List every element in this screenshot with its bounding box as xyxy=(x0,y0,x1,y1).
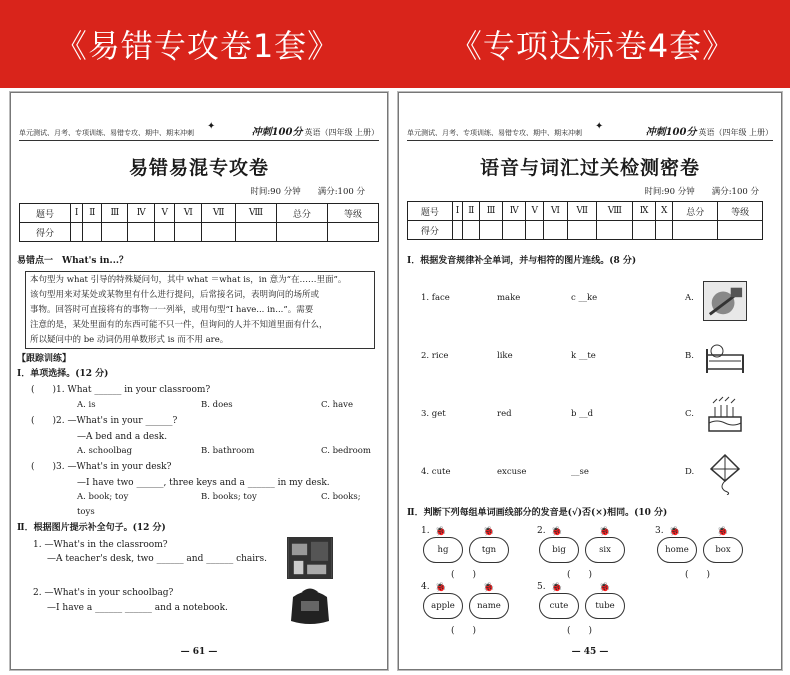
ladybug-icon: 🐞 xyxy=(435,583,447,593)
match-word: 1. face xyxy=(421,293,450,303)
score-header-cell: 等级 xyxy=(718,202,763,221)
bed-picture xyxy=(703,339,747,379)
question-2: ( )2. —What's in your ______? xyxy=(31,416,178,426)
sentence-2-q: 2. —What's in your schoolbag? xyxy=(33,588,174,598)
score-header-cell: Ⅳ xyxy=(502,202,526,221)
cake-making-picture xyxy=(703,281,747,321)
score-header-cell: 等级 xyxy=(327,204,378,223)
score-table xyxy=(407,201,763,240)
ladybug-icon: 🐞 xyxy=(483,527,495,537)
word-cloud-a: home xyxy=(657,537,697,563)
brand-logo: 冲刺100分 英语（四年级 上册） xyxy=(251,127,379,138)
brand-logo: 冲刺100分 英语（四年级 上册） xyxy=(645,127,773,138)
classroom-picture xyxy=(287,537,333,579)
score-header-cell: Ⅱ xyxy=(463,202,480,221)
score-value-cell xyxy=(544,221,568,240)
score-header-cell: Ⅵ xyxy=(175,204,202,223)
page-title: 语音与词汇过关检测密卷 xyxy=(479,157,700,179)
score-value-cell xyxy=(567,221,597,240)
score-value-cell: 得分 xyxy=(408,221,453,240)
section-1-title: Ⅰ．根据发音规律补全单词，并与相符的图片连线。(8 分) xyxy=(407,256,637,266)
score-header-cell: Ⅱ xyxy=(83,204,102,223)
match-blank-word: __se xyxy=(571,467,589,477)
score-header-cell: 题号 xyxy=(20,204,71,223)
schoolbag-picture xyxy=(287,583,333,627)
score-value-cell xyxy=(128,223,155,242)
score-value-cell xyxy=(202,223,236,242)
section-1-title: Ⅰ．单项选择。(12 分) xyxy=(17,369,109,379)
score-header-cell: Ⅴ xyxy=(526,202,544,221)
word-cloud-b: name xyxy=(469,593,509,619)
score-value-cell xyxy=(236,223,277,242)
score-header-cell: Ⅲ xyxy=(102,204,128,223)
score-value-cell xyxy=(655,221,672,240)
score-value-cell xyxy=(502,221,526,240)
running-head xyxy=(407,123,773,141)
score-header-cell: 题号 xyxy=(408,202,453,221)
answer-parentheses[interactable]: ( ) xyxy=(685,570,711,580)
match-blank-word: b __d xyxy=(571,409,594,419)
pair-number: 4. xyxy=(421,582,430,592)
q1-option-a: A. is xyxy=(77,400,96,410)
page-title: 易错易混专攻卷 xyxy=(128,157,269,179)
score-header-cell: Ⅶ xyxy=(567,202,597,221)
answer-parentheses[interactable]: ( ) xyxy=(451,626,477,636)
birthday-cake-picture xyxy=(703,395,747,437)
score-header-cell: Ⅵ xyxy=(544,202,568,221)
q3-option-a: A. book; toy xyxy=(77,492,129,502)
score-header-cell: Ⅳ xyxy=(128,204,155,223)
match-picture-letter: C. xyxy=(685,409,694,419)
promo-banner xyxy=(0,0,790,88)
match-picture-letter: B. xyxy=(685,351,694,361)
ladybug-icon: 🐞 xyxy=(599,583,611,593)
pair-number: 3. xyxy=(655,526,664,536)
running-head xyxy=(19,123,379,141)
score-value-cell xyxy=(463,221,480,240)
score-header-cell: Ⅰ xyxy=(452,202,463,221)
score-header-cell: Ⅲ xyxy=(480,202,503,221)
match-example-word: excuse xyxy=(497,467,527,477)
match-example-word: like xyxy=(497,351,513,361)
score-value-cell xyxy=(327,223,378,242)
match-blank-word: c __ke xyxy=(571,293,598,303)
score-header-cell: Ⅷ xyxy=(236,204,277,223)
word-cloud-b: tgn xyxy=(469,537,509,563)
time-score-info: 时间:90 分钟 满分:100 分 xyxy=(644,187,759,197)
banner-left-text: 《易错专攻卷1套》 xyxy=(54,27,341,65)
running-head-text: 单元测试、月考、专项训练、易错专攻、期中、期末冲刺 xyxy=(19,129,194,137)
score-header-cell: Ⅹ xyxy=(655,202,672,221)
q3-option-c: C. books; xyxy=(321,492,361,502)
q2-option-c: C. bedroom xyxy=(321,446,371,456)
score-value-cell xyxy=(597,221,633,240)
score-header-cell: 总分 xyxy=(276,204,327,223)
score-table xyxy=(19,203,379,242)
match-word: 4. cute xyxy=(421,467,451,477)
word-cloud-b: box xyxy=(703,537,743,563)
score-value-cell xyxy=(452,221,463,240)
score-header-cell: Ⅷ xyxy=(597,202,633,221)
ladybug-icon: 🐞 xyxy=(599,527,611,537)
point-title: 易错点一 What's in...？ xyxy=(17,256,128,266)
q1-option-c: C. have xyxy=(321,400,353,410)
q3-option-b: B. books; toy xyxy=(201,492,257,502)
match-blank-word: k __te xyxy=(571,351,596,361)
score-header-cell: Ⅰ xyxy=(71,204,83,223)
sentence-1-a: —A teacher's desk, two ______ and ______ chairs. xyxy=(47,554,267,564)
score-value-cell xyxy=(526,221,544,240)
right-exam-page xyxy=(398,92,782,670)
page-number: — 45 — xyxy=(571,647,609,657)
match-word: 3. get xyxy=(421,409,446,419)
sentence-1-q: 1. —What's in the classroom? xyxy=(33,540,168,550)
q2-option-b: B. bathroom xyxy=(201,446,255,456)
word-cloud-b: tube xyxy=(585,593,625,619)
score-value-cell xyxy=(673,221,718,240)
word-cloud-a: big xyxy=(539,537,579,563)
pair-number: 2. xyxy=(537,526,546,536)
score-header-cell: Ⅴ xyxy=(155,204,175,223)
sentence-2-a: —I have a ______ ______ and a notebook. xyxy=(47,603,228,613)
score-value-cell xyxy=(83,223,102,242)
question-1: ( )1. What ______ in your classroom? xyxy=(31,385,211,395)
ladybug-icon: 🐞 xyxy=(551,527,563,537)
explanation-box: 本句型为 what 引导的特殊疑问句，其中 what ＝what is，in 意为“在……里面”。 该句型用来对某处或某物里有什么进行提问，后常接名词，表明询问的场所或 事物。回答时可直接将有的事物一一列举，或用句型“I have... in...”。需要 注意的是，某处里面有的东西可能不只一件，但询问的人并不知道里面有什么， 所以疑问中的 be 动词仍用单数形式 is 而不用 are。 xyxy=(25,271,375,349)
ladybug-icon: 🐞 xyxy=(551,583,563,593)
score-value-cell xyxy=(480,221,503,240)
score-header-cell: Ⅸ xyxy=(633,202,656,221)
star-icon: ✦ xyxy=(595,121,604,132)
pair-number: 1. xyxy=(421,526,430,536)
score-header-cell: 总分 xyxy=(673,202,718,221)
score-value-cell xyxy=(71,223,83,242)
section-2-title: Ⅱ．根据图片提示补全句子。(12 分) xyxy=(17,523,166,533)
ladybug-icon: 🐞 xyxy=(483,583,495,593)
score-value-cell xyxy=(102,223,128,242)
question-3-answer: —I have two ______, three keys and a ______ in my desk. xyxy=(77,478,330,488)
time-score-info: 时间:90 分钟 满分:100 分 xyxy=(250,187,365,197)
question-3: ( )3. —What's in your desk? xyxy=(31,462,172,472)
kite-picture xyxy=(703,451,747,495)
track-label: 【跟踪训练】 xyxy=(17,354,72,364)
running-head-text: 单元测试、月考、专项训练、易错专攻、期中、期末冲刺 xyxy=(407,129,582,137)
word-cloud-a: apple xyxy=(423,593,463,619)
word-cloud-a: cute xyxy=(539,593,579,619)
answer-parentheses[interactable]: ( ) xyxy=(567,570,593,580)
score-header-cell: Ⅶ xyxy=(202,204,236,223)
score-value-cell xyxy=(633,221,656,240)
banner-right-text: 《专项达标卷4套》 xyxy=(449,27,736,65)
match-example-word: make xyxy=(497,293,521,303)
score-value-cell xyxy=(276,223,327,242)
star-icon: ✦ xyxy=(207,121,216,132)
answer-parentheses[interactable]: ( ) xyxy=(567,626,593,636)
word-cloud-b: six xyxy=(585,537,625,563)
answer-parentheses[interactable]: ( ) xyxy=(451,570,477,580)
match-word: 2. rice xyxy=(421,351,449,361)
q3-option-c-tail: toys xyxy=(77,507,95,517)
q1-option-b: B. does xyxy=(201,400,233,410)
score-value-cell xyxy=(718,221,763,240)
left-exam-page xyxy=(10,92,388,670)
page-number: — 61 — xyxy=(180,647,218,657)
match-picture-letter: A. xyxy=(685,293,694,303)
score-value-cell xyxy=(175,223,202,242)
score-value-cell xyxy=(155,223,175,242)
question-2-answer: —A bed and a desk. xyxy=(77,432,168,442)
ladybug-icon: 🐞 xyxy=(717,527,729,537)
word-cloud-a: hg xyxy=(423,537,463,563)
ladybug-icon: 🐞 xyxy=(435,527,447,537)
score-value-cell: 得分 xyxy=(20,223,71,242)
section-2-title: Ⅱ．判断下列每组单词画线部分的发音是(√)否(×)相同。(10 分) xyxy=(407,508,668,518)
pair-number: 5. xyxy=(537,582,546,592)
ladybug-icon: 🐞 xyxy=(669,527,681,537)
q2-option-a: A. schoolbag xyxy=(77,446,133,456)
match-picture-letter: D. xyxy=(685,467,695,477)
match-example-word: red xyxy=(497,409,512,419)
